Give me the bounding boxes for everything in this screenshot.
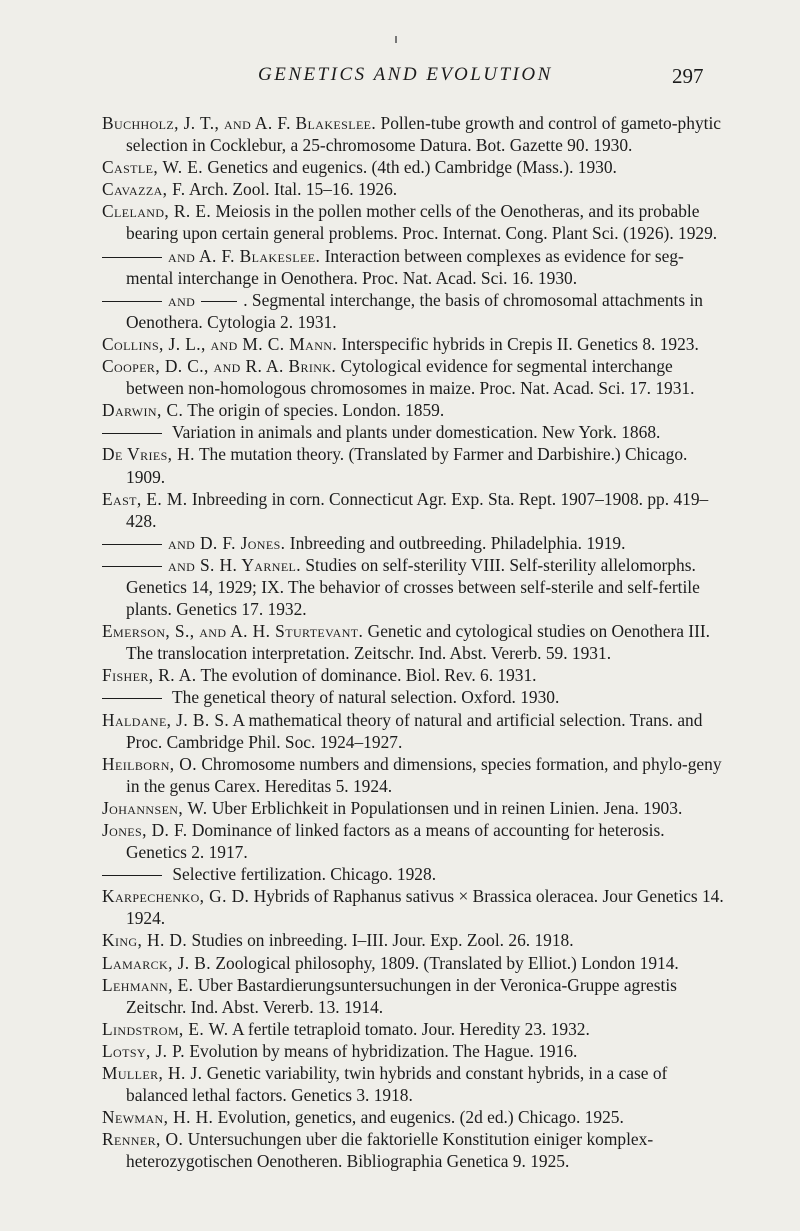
reference-entry [102,156,724,178]
reference-author: Jones, D. F. [102,820,188,840]
reference-entry [102,686,724,708]
reference-author: Lindstrom, E. W. [102,1018,229,1039]
reference-text: Studies on self-sterility VIII. Self-sterility allelomorphs. Genetics 14, 1929; IX. The behavior of crosses between self-sterile and self-fertile plants. Genetics 17. 1932. [126,554,700,620]
ditto-dash [102,544,162,545]
reference-text: The origin of species. London. 1859. [187,400,445,421]
reference-entry [102,1128,724,1172]
reference-entry [102,885,724,929]
running-title: GENETICS AND EVOLUTION [258,64,553,85]
reference-text: Inbreeding in corn. Connecticut Agr. Exp. Sta. Rept. 1907–1908. pp. 419–428. [126,488,709,531]
ditto-dash [102,698,162,699]
reference-author: East, E. M. [102,488,188,509]
reference-text: Cytological evidence for segmental interchange between non-homologous chromosomes in maize. Proc. Nat. Acad. Sci. 17. 1931. [126,356,695,399]
reference-entry [102,112,724,156]
reference-entry [102,1018,724,1040]
reference-author: Lamarck, J. B. [102,952,212,973]
reference-entry [102,355,724,399]
reference-author: and D. F. Jones. [168,532,286,553]
reference-entry [102,532,724,554]
reference-text: Evolution by means of hybridization. The Hague. 1916. [189,1040,578,1061]
reference-author: Lehmann, E. [102,974,194,995]
reference-author: King, H. D. [102,930,188,951]
reference-entry [102,664,724,686]
reference-author: Renner, O. [102,1129,184,1150]
reference-text: Genetic and cytological studies on Oenothera III. The translocation interpretation. Zeitschr. Ind. Abst. Vererb. 59. 1931. [126,621,711,664]
reference-author: and [168,289,196,310]
reference-author: Collins, J. L., and M. C. Mann. [102,333,338,354]
reference-text: A fertile tetraploid tomato. Jour. Heredity 23. 1932. [231,1018,590,1039]
reference-text: Evolution, genetics, and eugenics. (2d ed.) Chicago. 1925. [217,1107,624,1128]
reference-list [102,112,724,1173]
reference-text: Interspecific hybrids in Crepis II. Genetics 8. 1923. [341,333,699,354]
reference-author: Haldane, J. B. S. [102,709,230,730]
reference-author: Heilborn, O. [102,753,197,774]
reference-text: Selective fertilization. Chicago. 1928. [172,864,437,885]
reference-author: Cavazza, F. [102,179,186,200]
reference-entry [102,974,724,1018]
reference-entry [102,399,724,421]
reference-text: Genetics and eugenics. (4th ed.) Cambridge (Mass.). 1930. [207,157,617,178]
reference-author: Cooper, D. C., and R. A. Brink. [102,356,337,377]
reference-entry [102,753,724,797]
reference-author: Fisher, R. A. [102,665,197,686]
reference-text: Zoological philosophy, 1809. (Translated by Elliot.) London 1914. [215,952,679,973]
page-number: 297 [672,64,704,88]
reference-text: The evolution of dominance. Biol. Rev. 6. 1931. [200,665,537,686]
reference-author: Newman, H. H. [102,1107,214,1128]
reference-text: Segmental interchange, the basis of chromosomal attachments in Oenothera. Cytologia 2. 1931. [126,289,703,332]
reference-entry [102,819,724,863]
reference-text: Meiosis in the pollen mother cells of the Oenotheras, and its probable bearing upon certain general problems. Proc. Internat. Cong. Plant Sci. (1926). 1929. [126,201,718,244]
reference-text: The genetical theory of natural selection. Oxford. 1930. [172,687,560,708]
reference-entry: and . Segmental interchange, the basis of chromosomal attachments in Oenothera. Cytologia 2. 1931. [102,289,724,333]
reference-entry [102,863,724,885]
reference-author: Buchholz, J. T., and A. F. Blakeslee. [102,113,377,133]
reference-text: Variation in animals and plants under domestication. New York. 1868. [172,422,661,443]
reference-entry [102,1062,724,1106]
reference-text: Pollen-tube growth and control of gameto-phytic selection in Cocklebur, a 25-chromosome Datura. Bot. Gazette 90. 1930. [126,113,722,156]
reference-author: Darwin, C. [102,400,184,421]
reference-author: Castle, W. E. [102,157,203,178]
reference-text: Genetic variability, twin hybrids and constant hybrids, in a case of balanced lethal factors. Genetics 3. 1918. [126,1063,668,1106]
reference-entry [102,620,724,664]
reference-text: Hybrids of Raphanus sativus × Brassica oleracea. Jour Genetics 14. 1924. [126,886,724,929]
reference-author: De Vries, H. [102,444,195,465]
reference-entry [102,1106,724,1128]
reference-text: A mathematical theory of natural and artificial selection. Trans. and Proc. Cambridge Phil. Soc. 1924–1927. [126,709,703,752]
reference-text: Interaction between complexes as evidence for seg-mental interchange in Oenothera. Proc. Nat. Acad. Sci. 16. 1930. [126,245,684,288]
reference-author: Johannsen, W. [102,797,208,818]
reference-entry [102,333,724,355]
reference-author: Muller, H. J. [102,1063,203,1084]
ditto-dash [102,257,162,258]
ditto-dash [102,433,162,434]
reference-text: Untersuchungen uber die faktorielle Konstitution einiger komplex-heterozygotischen Oenotheren. Bibliographia Genetica 9. 1925. [126,1129,654,1172]
reference-author: Karpechenko, G. D. [102,886,250,907]
reference-text: Chromosome numbers and dimensions, species formation, and phylo-geny in the genus Carex. Hereditas 5. 1924. [126,753,722,796]
reference-entry [102,488,724,532]
ditto-dash [102,566,162,567]
reference-entry [102,200,724,244]
reference-entry [102,554,724,620]
reference-entry [102,709,724,753]
reference-text: Dominance of linked factors as a means of accounting for heterosis. Genetics 2. 1917. [126,820,665,863]
reference-author: and A. F. Blakeslee. [168,245,321,266]
reference-text: Uber Erblichkeit in Populationsen und in reinen Linien. Jena. 1903. [211,797,683,818]
reference-author: Lotsy, J. P. [102,1040,186,1061]
ditto-dash [201,301,237,302]
reference-text: Inbreeding and outbreeding. Philadelphia. 1919. [289,532,626,553]
reference-entry [102,421,724,443]
reference-entry [102,1040,724,1062]
reference-entry [102,245,724,289]
reference-entry [102,797,724,819]
reference-author: Cleland, R. E. [102,201,212,222]
reference-entry [102,443,724,487]
reference-text: Studies on inbreeding. I–III. Jour. Exp. Zool. 26. 1918. [191,930,574,951]
reference-entry [102,929,724,951]
reference-text: Arch. Zool. Ital. 15–16. 1926. [188,179,398,200]
ditto-dash [102,875,162,876]
reference-author: and S. H. Yarnel. [168,554,302,575]
reference-entry [102,178,724,200]
reference-text: Uber Bastardierungsuntersuchungen in der Veronica-Gruppe agrestis Zeitschr. Ind. Abst. Vererb. 13. 1914. [126,974,677,1017]
print-mark [395,36,397,43]
ditto-dash [102,301,162,302]
reference-author: Emerson, S., and A. H. Sturtevant. [102,621,364,642]
reference-text: The mutation theory. (Translated by Farmer and Darbishire.) Chicago. 1909. [126,444,688,487]
reference-entry [102,952,724,974]
page-header [0,64,800,104]
